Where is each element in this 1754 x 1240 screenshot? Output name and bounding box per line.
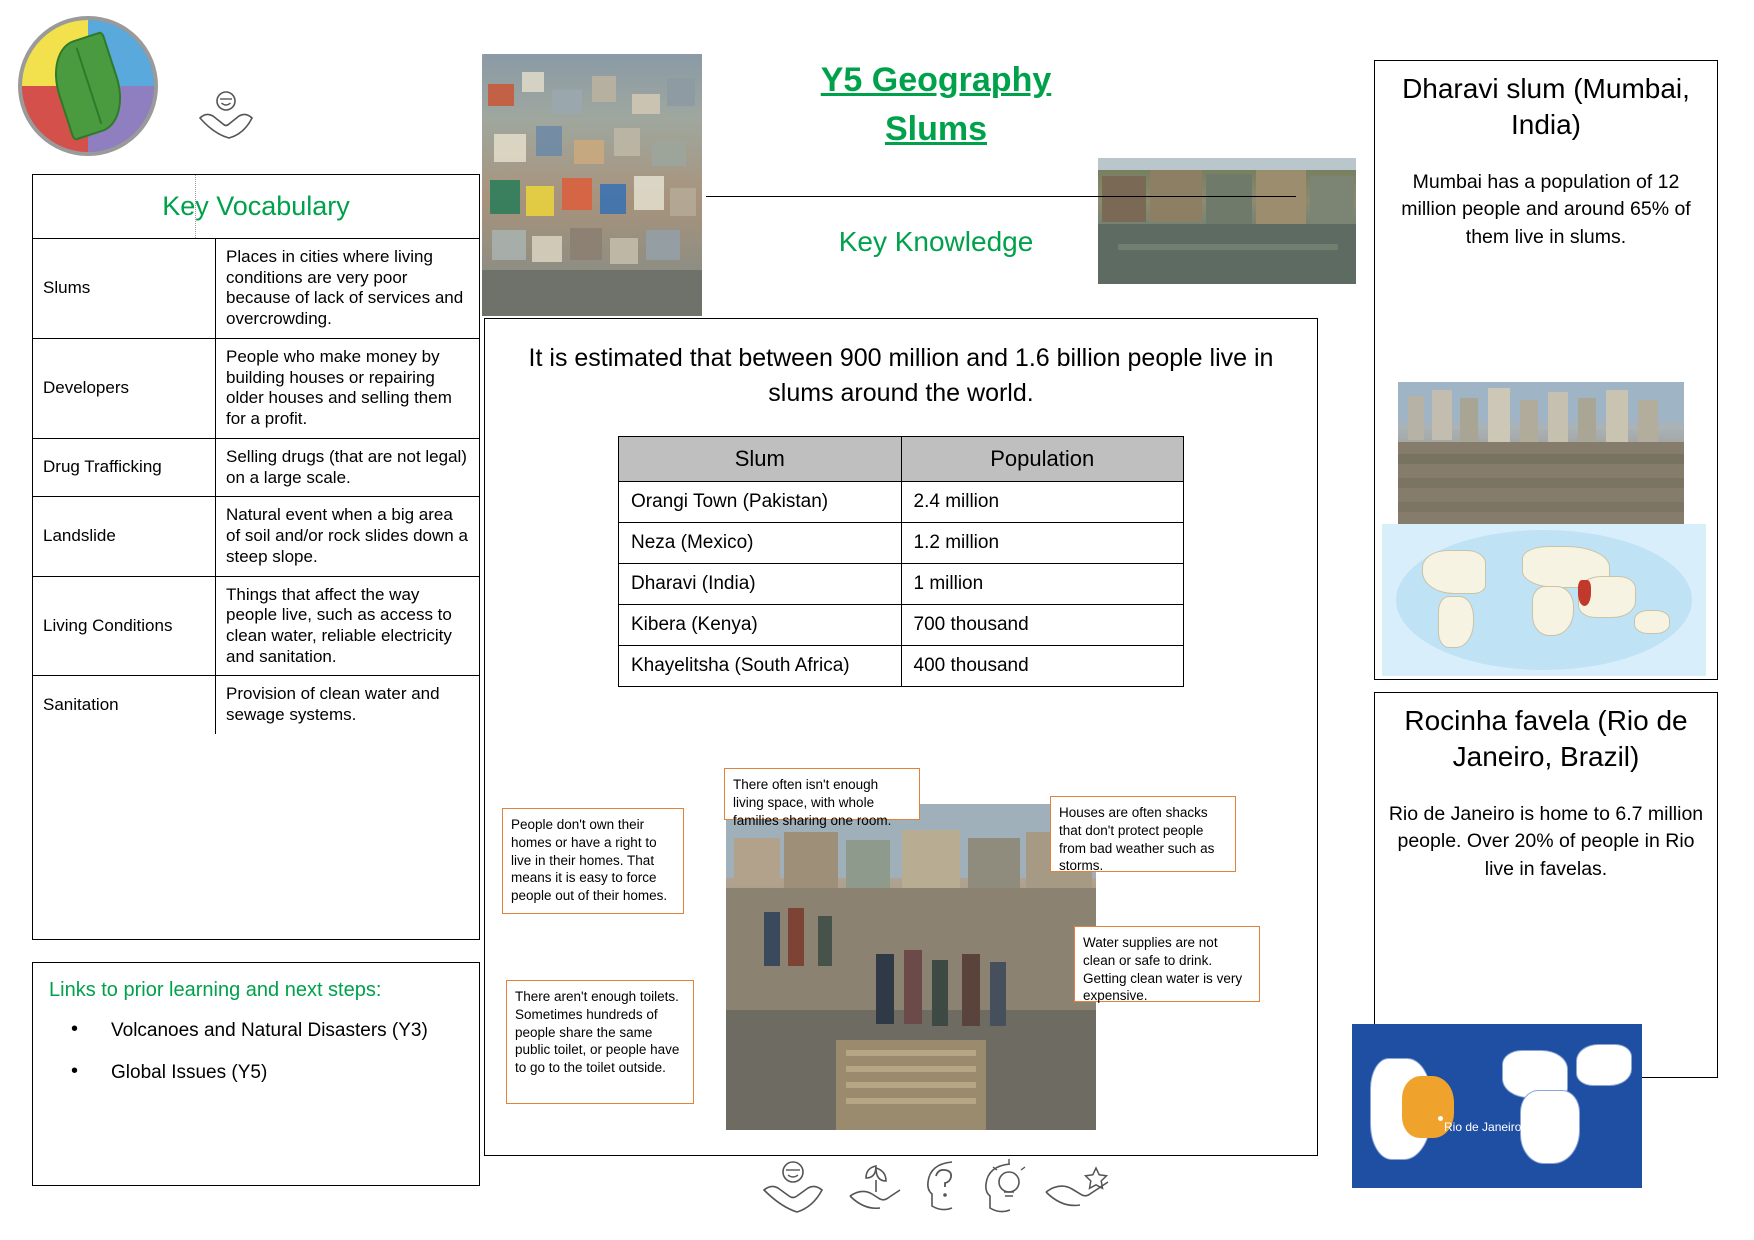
slum-children-photo (726, 804, 1096, 1130)
links-title: Links to prior learning and next steps: (49, 979, 382, 1001)
slum-conditions-diagram (502, 768, 1302, 1142)
favela-hillside-photo (482, 54, 702, 316)
table-row (33, 576, 479, 676)
table-row (33, 239, 479, 338)
table-row (619, 646, 1184, 687)
vocab-term: Sanitation (33, 676, 216, 734)
rocinha-case-study-panel (1374, 692, 1718, 1078)
slum-waterway-photo (1098, 158, 1356, 284)
key-vocabulary-title (33, 175, 479, 239)
title-divider (706, 196, 1296, 197)
school-logo (18, 16, 158, 156)
hand-plant-icon (848, 1160, 904, 1212)
table-header-row (619, 437, 1184, 482)
column-header-slum: Slum (619, 437, 902, 482)
table-row (619, 605, 1184, 646)
rocinha-text: Rio de Janeiro is home to 6.7 million people. Over 20% of people in Rio live in favelas. (1388, 802, 1704, 881)
table-row (33, 497, 479, 576)
hand-star-icon (1044, 1166, 1112, 1212)
cell-slum-population: 1 million (901, 564, 1184, 605)
table-row (619, 482, 1184, 523)
column-header-population: Population (901, 437, 1184, 482)
vocab-term: Developers (33, 338, 216, 438)
vocab-term: Slums (33, 239, 216, 338)
rio-map-label: Rio de Janeiro (1444, 1120, 1522, 1134)
callout-water-supply: Water supplies are not clean or safe to drink. Getting clean water is very expensive. (1074, 926, 1260, 1002)
table-row (33, 338, 479, 438)
rio-map-dot (1438, 1116, 1443, 1121)
cell-slum-population: 2.4 million (901, 482, 1184, 523)
callout-toilets: There aren't enough toilets. Sometimes hundreds of people share the same public toilet, or people have to go to the toilet outside. (506, 980, 694, 1104)
callout-housing-quality: Houses are often shacks that don't protect people from bad weather such as storms. (1050, 796, 1236, 872)
lightbulb-head-icon (976, 1158, 1032, 1214)
vocab-title-text: Key Vocabulary (162, 191, 350, 221)
vocab-term: Living Conditions (33, 576, 216, 676)
question-head-icon (918, 1158, 964, 1214)
hands-heart-icon (196, 88, 256, 140)
cell-slum-name: Khayelitsha (South Africa) (619, 646, 902, 687)
vocab-definition: Natural event when a big area of soil and/or rock slides down a steep slope. (216, 497, 480, 576)
callout-ownership: People don't own their homes or have a right to live in their homes. That means it is easy to force people out of their homes. (502, 808, 684, 914)
india-highlight-marker (1578, 580, 1591, 606)
cell-slum-name: Kibera (Kenya) (619, 605, 902, 646)
vocab-title-divider (195, 175, 196, 238)
mumbai-skyline-photo (1398, 382, 1684, 524)
vocab-definition: People who make money by building houses or repairing older houses and selling them for a profit. (216, 338, 480, 438)
cell-slum-population: 1.2 million (901, 523, 1184, 564)
list-item: • Volcanoes and Natural Disasters (Y3) (71, 1019, 463, 1043)
slum-population-table (618, 436, 1184, 687)
dharavi-text: Mumbai has a population of 12 million people and around 65% of them live in slums. (1401, 170, 1691, 249)
hands-heart-icon (760, 1158, 826, 1214)
table-row (619, 564, 1184, 605)
world-map-india-highlight (1382, 524, 1706, 676)
links-list (49, 1019, 463, 1086)
vocab-definition: Things that affect the way people live, such as access to clean water, reliable electricity and sanitation. (216, 576, 480, 676)
vocabulary-table (33, 239, 479, 734)
page-title-line2: Slums (884, 110, 988, 149)
cell-slum-name: Neza (Mexico) (619, 523, 902, 564)
callout-living-space: There often isn't enough living space, with whole families sharing one room. (724, 768, 920, 820)
brazil-map-rio-label (1352, 1024, 1642, 1188)
footer-icon-row (760, 1158, 1120, 1220)
page-title (706, 56, 1166, 155)
vocab-definition: Selling drugs (that are not legal) on a large scale. (216, 438, 480, 496)
list-item: • Global Issues (Y5) (71, 1061, 463, 1085)
key-knowledge-heading: Key Knowledge (838, 226, 1034, 257)
rocinha-title: Rocinha favela (Rio de Janeiro, Brazil) (1404, 705, 1688, 772)
vocab-term: Landslide (33, 497, 216, 576)
vocab-definition: Provision of clean water and sewage systems. (226, 684, 440, 725)
dharavi-title: Dharavi slum (Mumbai, India) (1402, 73, 1690, 140)
slum-estimate-text: It is estimated that between 900 million and 1.6 billion people live in slums around the world. (528, 344, 1274, 407)
vocab-term: Drug Trafficking (33, 438, 216, 496)
key-vocabulary-panel (32, 174, 480, 940)
vocab-definition: Places in cities where living conditions are very poor because of lack of services and overcrowding. (216, 239, 480, 338)
cell-slum-name: Dharavi (India) (619, 564, 902, 605)
table-row (33, 438, 479, 496)
table-row (33, 676, 479, 734)
cell-slum-population: 400 thousand (901, 646, 1184, 687)
links-panel (32, 962, 480, 1186)
cell-slum-name: Orangi Town (Pakistan) (619, 482, 902, 523)
table-row (619, 523, 1184, 564)
page-title-line1: Y5 Geography (820, 61, 1052, 99)
cell-slum-population: 700 thousand (901, 605, 1184, 646)
